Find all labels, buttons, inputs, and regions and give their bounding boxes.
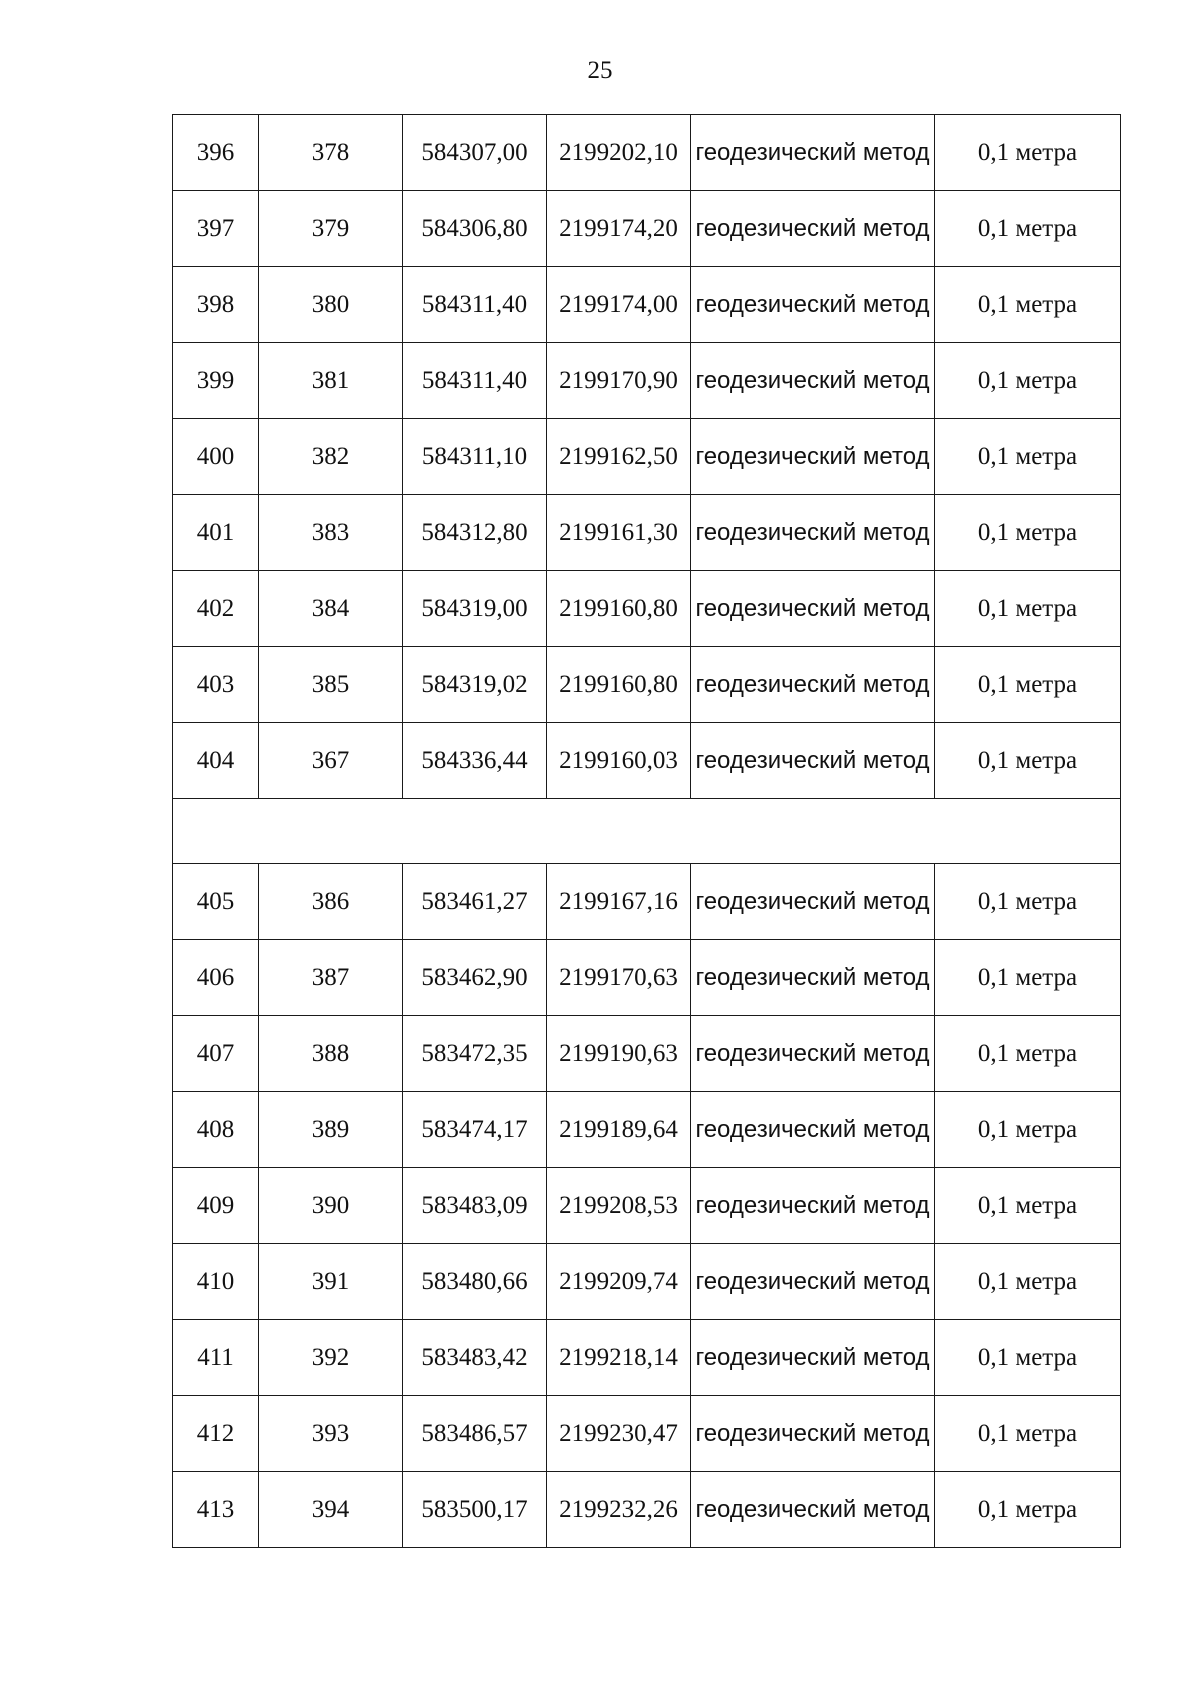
accuracy-cell: 0,1 метра [935,1472,1121,1548]
table-row [173,495,1121,571]
table-row [173,1472,1121,1548]
accuracy-cell: 0,1 метра [935,647,1121,723]
method-cell: геодезический метод [691,115,935,191]
table-row [173,267,1121,343]
x-coordinate-cell: 583474,17 [403,1092,547,1168]
method-cell: геодезический метод [691,495,935,571]
method-cell: геодезический метод [691,647,935,723]
row-number-cell: 396 [173,115,259,191]
y-coordinate-cell: 2199167,16 [547,864,691,940]
row-number-cell: 397 [173,191,259,267]
method-cell: геодезический метод [691,1244,935,1320]
x-coordinate-cell: 584336,44 [403,723,547,799]
x-coordinate-cell: 583461,27 [403,864,547,940]
row-number-cell: 404 [173,723,259,799]
row-number-cell: 411 [173,1320,259,1396]
y-coordinate-cell: 2199202,10 [547,115,691,191]
method-cell: геодезический метод [691,1092,935,1168]
table-row [173,940,1121,1016]
y-coordinate-cell: 2199232,26 [547,1472,691,1548]
table-row [173,1320,1121,1396]
y-coordinate-cell: 2199218,14 [547,1320,691,1396]
row-number-cell: 406 [173,940,259,1016]
table-row [173,864,1121,940]
point-number-cell: 386 [259,864,403,940]
y-coordinate-cell: 2199170,63 [547,940,691,1016]
accuracy-cell: 0,1 метра [935,343,1121,419]
coordinates-table [172,114,1121,1548]
method-cell: геодезический метод [691,1168,935,1244]
y-coordinate-cell: 2199170,90 [547,343,691,419]
y-coordinate-cell: 2199162,50 [547,419,691,495]
separator-cell [173,799,1121,864]
point-number-cell: 379 [259,191,403,267]
accuracy-cell: 0,1 метра [935,1244,1121,1320]
y-coordinate-cell: 2199161,30 [547,495,691,571]
row-number-cell: 400 [173,419,259,495]
method-cell: геодезический метод [691,723,935,799]
point-number-cell: 391 [259,1244,403,1320]
accuracy-cell: 0,1 метра [935,1320,1121,1396]
method-cell: геодезический метод [691,1320,935,1396]
method-cell: геодезический метод [691,1396,935,1472]
x-coordinate-cell: 584319,02 [403,647,547,723]
table-row [173,1092,1121,1168]
x-coordinate-cell: 584306,80 [403,191,547,267]
y-coordinate-cell: 2199208,53 [547,1168,691,1244]
row-number-cell: 408 [173,1092,259,1168]
accuracy-cell: 0,1 метра [935,495,1121,571]
method-cell: геодезический метод [691,571,935,647]
row-number-cell: 412 [173,1396,259,1472]
x-coordinate-cell: 584319,00 [403,571,547,647]
table-row [173,571,1121,647]
table-row [173,723,1121,799]
y-coordinate-cell: 2199189,64 [547,1092,691,1168]
page-number: 25 [587,57,613,84]
y-coordinate-cell: 2199174,20 [547,191,691,267]
y-coordinate-cell: 2199174,00 [547,267,691,343]
accuracy-cell: 0,1 метра [935,940,1121,1016]
point-number-cell: 384 [259,571,403,647]
accuracy-cell: 0,1 метра [935,864,1121,940]
table-row [173,419,1121,495]
accuracy-cell: 0,1 метра [935,115,1121,191]
coordinates-table-body [173,115,1121,1548]
accuracy-cell: 0,1 метра [935,571,1121,647]
x-coordinate-cell: 584311,40 [403,343,547,419]
x-coordinate-cell: 583483,09 [403,1168,547,1244]
row-number-cell: 398 [173,267,259,343]
row-number-cell: 410 [173,1244,259,1320]
x-coordinate-cell: 584312,80 [403,495,547,571]
accuracy-cell: 0,1 метра [935,1092,1121,1168]
point-number-cell: 388 [259,1016,403,1092]
method-cell: геодезический метод [691,191,935,267]
row-number-cell: 403 [173,647,259,723]
point-number-cell: 394 [259,1472,403,1548]
accuracy-cell: 0,1 метра [935,419,1121,495]
row-number-cell: 402 [173,571,259,647]
accuracy-cell: 0,1 метра [935,1016,1121,1092]
table-row [173,647,1121,723]
row-number-cell: 409 [173,1168,259,1244]
accuracy-cell: 0,1 метра [935,1396,1121,1472]
point-number-cell: 383 [259,495,403,571]
point-number-cell: 385 [259,647,403,723]
row-number-cell: 401 [173,495,259,571]
y-coordinate-cell: 2199209,74 [547,1244,691,1320]
method-cell: геодезический метод [691,267,935,343]
method-cell: геодезический метод [691,1472,935,1548]
table-row [173,1244,1121,1320]
x-coordinate-cell: 583480,66 [403,1244,547,1320]
accuracy-cell: 0,1 метра [935,1168,1121,1244]
row-number-cell: 413 [173,1472,259,1548]
table-row [173,1396,1121,1472]
y-coordinate-cell: 2199190,63 [547,1016,691,1092]
table-row [173,1016,1121,1092]
point-number-cell: 389 [259,1092,403,1168]
table-separator-row [173,799,1121,864]
table-row [173,115,1121,191]
table-row [173,191,1121,267]
method-cell: геодезический метод [691,343,935,419]
method-cell: геодезический метод [691,419,935,495]
y-coordinate-cell: 2199160,80 [547,647,691,723]
row-number-cell: 405 [173,864,259,940]
y-coordinate-cell: 2199230,47 [547,1396,691,1472]
x-coordinate-cell: 583500,17 [403,1472,547,1548]
accuracy-cell: 0,1 метра [935,267,1121,343]
accuracy-cell: 0,1 метра [935,723,1121,799]
row-number-cell: 407 [173,1016,259,1092]
point-number-cell: 382 [259,419,403,495]
method-cell: геодезический метод [691,1016,935,1092]
x-coordinate-cell: 584307,00 [403,115,547,191]
x-coordinate-cell: 583472,35 [403,1016,547,1092]
method-cell: геодезический метод [691,864,935,940]
row-number-cell: 399 [173,343,259,419]
x-coordinate-cell: 583486,57 [403,1396,547,1472]
point-number-cell: 367 [259,723,403,799]
table-row [173,1168,1121,1244]
x-coordinate-cell: 584311,40 [403,267,547,343]
x-coordinate-cell: 584311,10 [403,419,547,495]
table-row [173,343,1121,419]
accuracy-cell: 0,1 метра [935,191,1121,267]
y-coordinate-cell: 2199160,80 [547,571,691,647]
point-number-cell: 378 [259,115,403,191]
y-coordinate-cell: 2199160,03 [547,723,691,799]
x-coordinate-cell: 583462,90 [403,940,547,1016]
point-number-cell: 392 [259,1320,403,1396]
method-cell: геодезический метод [691,940,935,1016]
point-number-cell: 381 [259,343,403,419]
point-number-cell: 380 [259,267,403,343]
point-number-cell: 390 [259,1168,403,1244]
point-number-cell: 393 [259,1396,403,1472]
point-number-cell: 387 [259,940,403,1016]
x-coordinate-cell: 583483,42 [403,1320,547,1396]
